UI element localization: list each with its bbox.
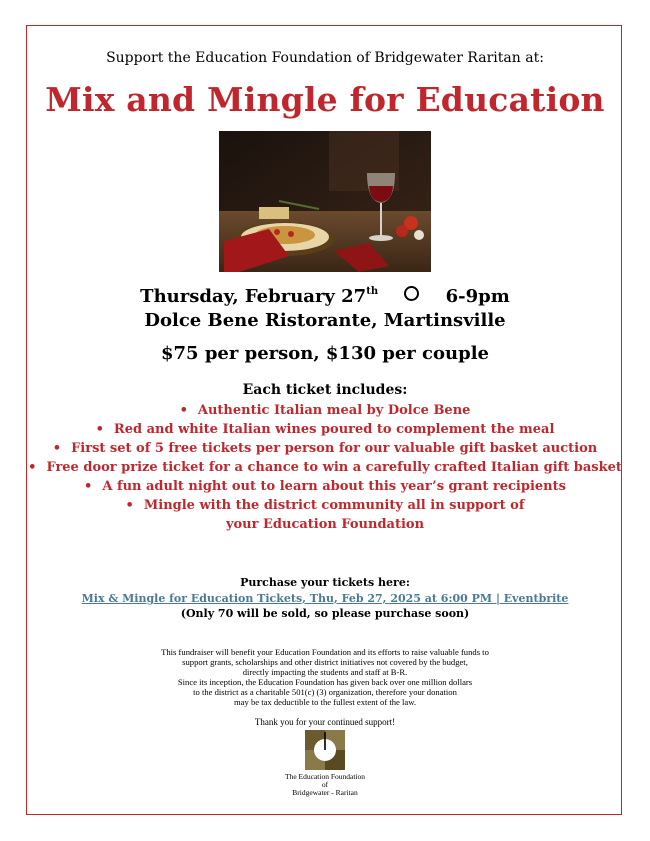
bullet-icon: •	[179, 403, 188, 418]
list-item: • Mingle with the district community all in support of your Education Foundation	[125, 498, 525, 532]
foundation-description: This fundraiser will benefit your Education Foundation and its efforts to raise valuable funds to support grants, scholarships and other district initiatives not covered by the budget, directly impacting the students and staff at B-R. Since its inception, the Education Foundation has given back over one million dollars to the district as a charitable 501(c) (3) organization, therefore your donation may be tax deductible to the fullest extent of the law.	[161, 647, 489, 707]
event-date-time	[0, 286, 650, 307]
purchase-heading: Purchase your tickets here:	[240, 576, 410, 589]
event-time: 6-9pm	[445, 286, 510, 307]
circle-bullet-icon	[404, 286, 419, 301]
ticket-limit-note: (Only 70 will be sold, so please purchase soon)	[180, 607, 470, 620]
dinner-photo	[219, 131, 431, 272]
event-date: Thursday, February 27	[140, 286, 367, 307]
thank-you-note: Thank you for your continued support!	[254, 717, 396, 727]
list-item: • First set of 5 free tickets per person for our valuable gift basket auction	[52, 441, 598, 456]
list-item: • Free door prize ticket for a chance to win a carefully crafted Italian gift basket	[28, 460, 622, 475]
list-item: • Red and white Italian wines poured to complement the meal	[95, 422, 555, 437]
bullet-icon: •	[95, 422, 104, 437]
bullet-icon: •	[52, 441, 62, 456]
includes-heading: Each ticket includes:	[242, 382, 408, 398]
list-item: • A fun adult night out to learn about this year’s grant recipients	[84, 479, 566, 494]
bullet-icon: •	[84, 479, 93, 494]
event-title: Mix and Mingle for Education	[45, 80, 605, 119]
eventbrite-link[interactable]: Mix & Mingle for Education Tickets, Thu, Feb 27, 2025 at 6:00 PM | Eventbrite	[81, 592, 569, 605]
event-venue: Dolce Bene Ristorante, Martinsville	[144, 310, 506, 331]
foundation-logo	[305, 730, 345, 770]
date-suffix: th	[366, 286, 379, 297]
logo-caption: The Education Foundation of Bridgewater - Raritan	[285, 772, 365, 797]
bullet-icon: •	[125, 498, 134, 513]
bullet-icon: •	[28, 460, 37, 475]
includes-list	[0, 401, 650, 534]
list-item: • Authentic Italian meal by Dolce Bene	[179, 403, 471, 418]
support-line: Support the Education Foundation of Bridgewater Raritan at:	[106, 50, 544, 66]
event-price: $75 per person, $130 per couple	[161, 343, 489, 364]
